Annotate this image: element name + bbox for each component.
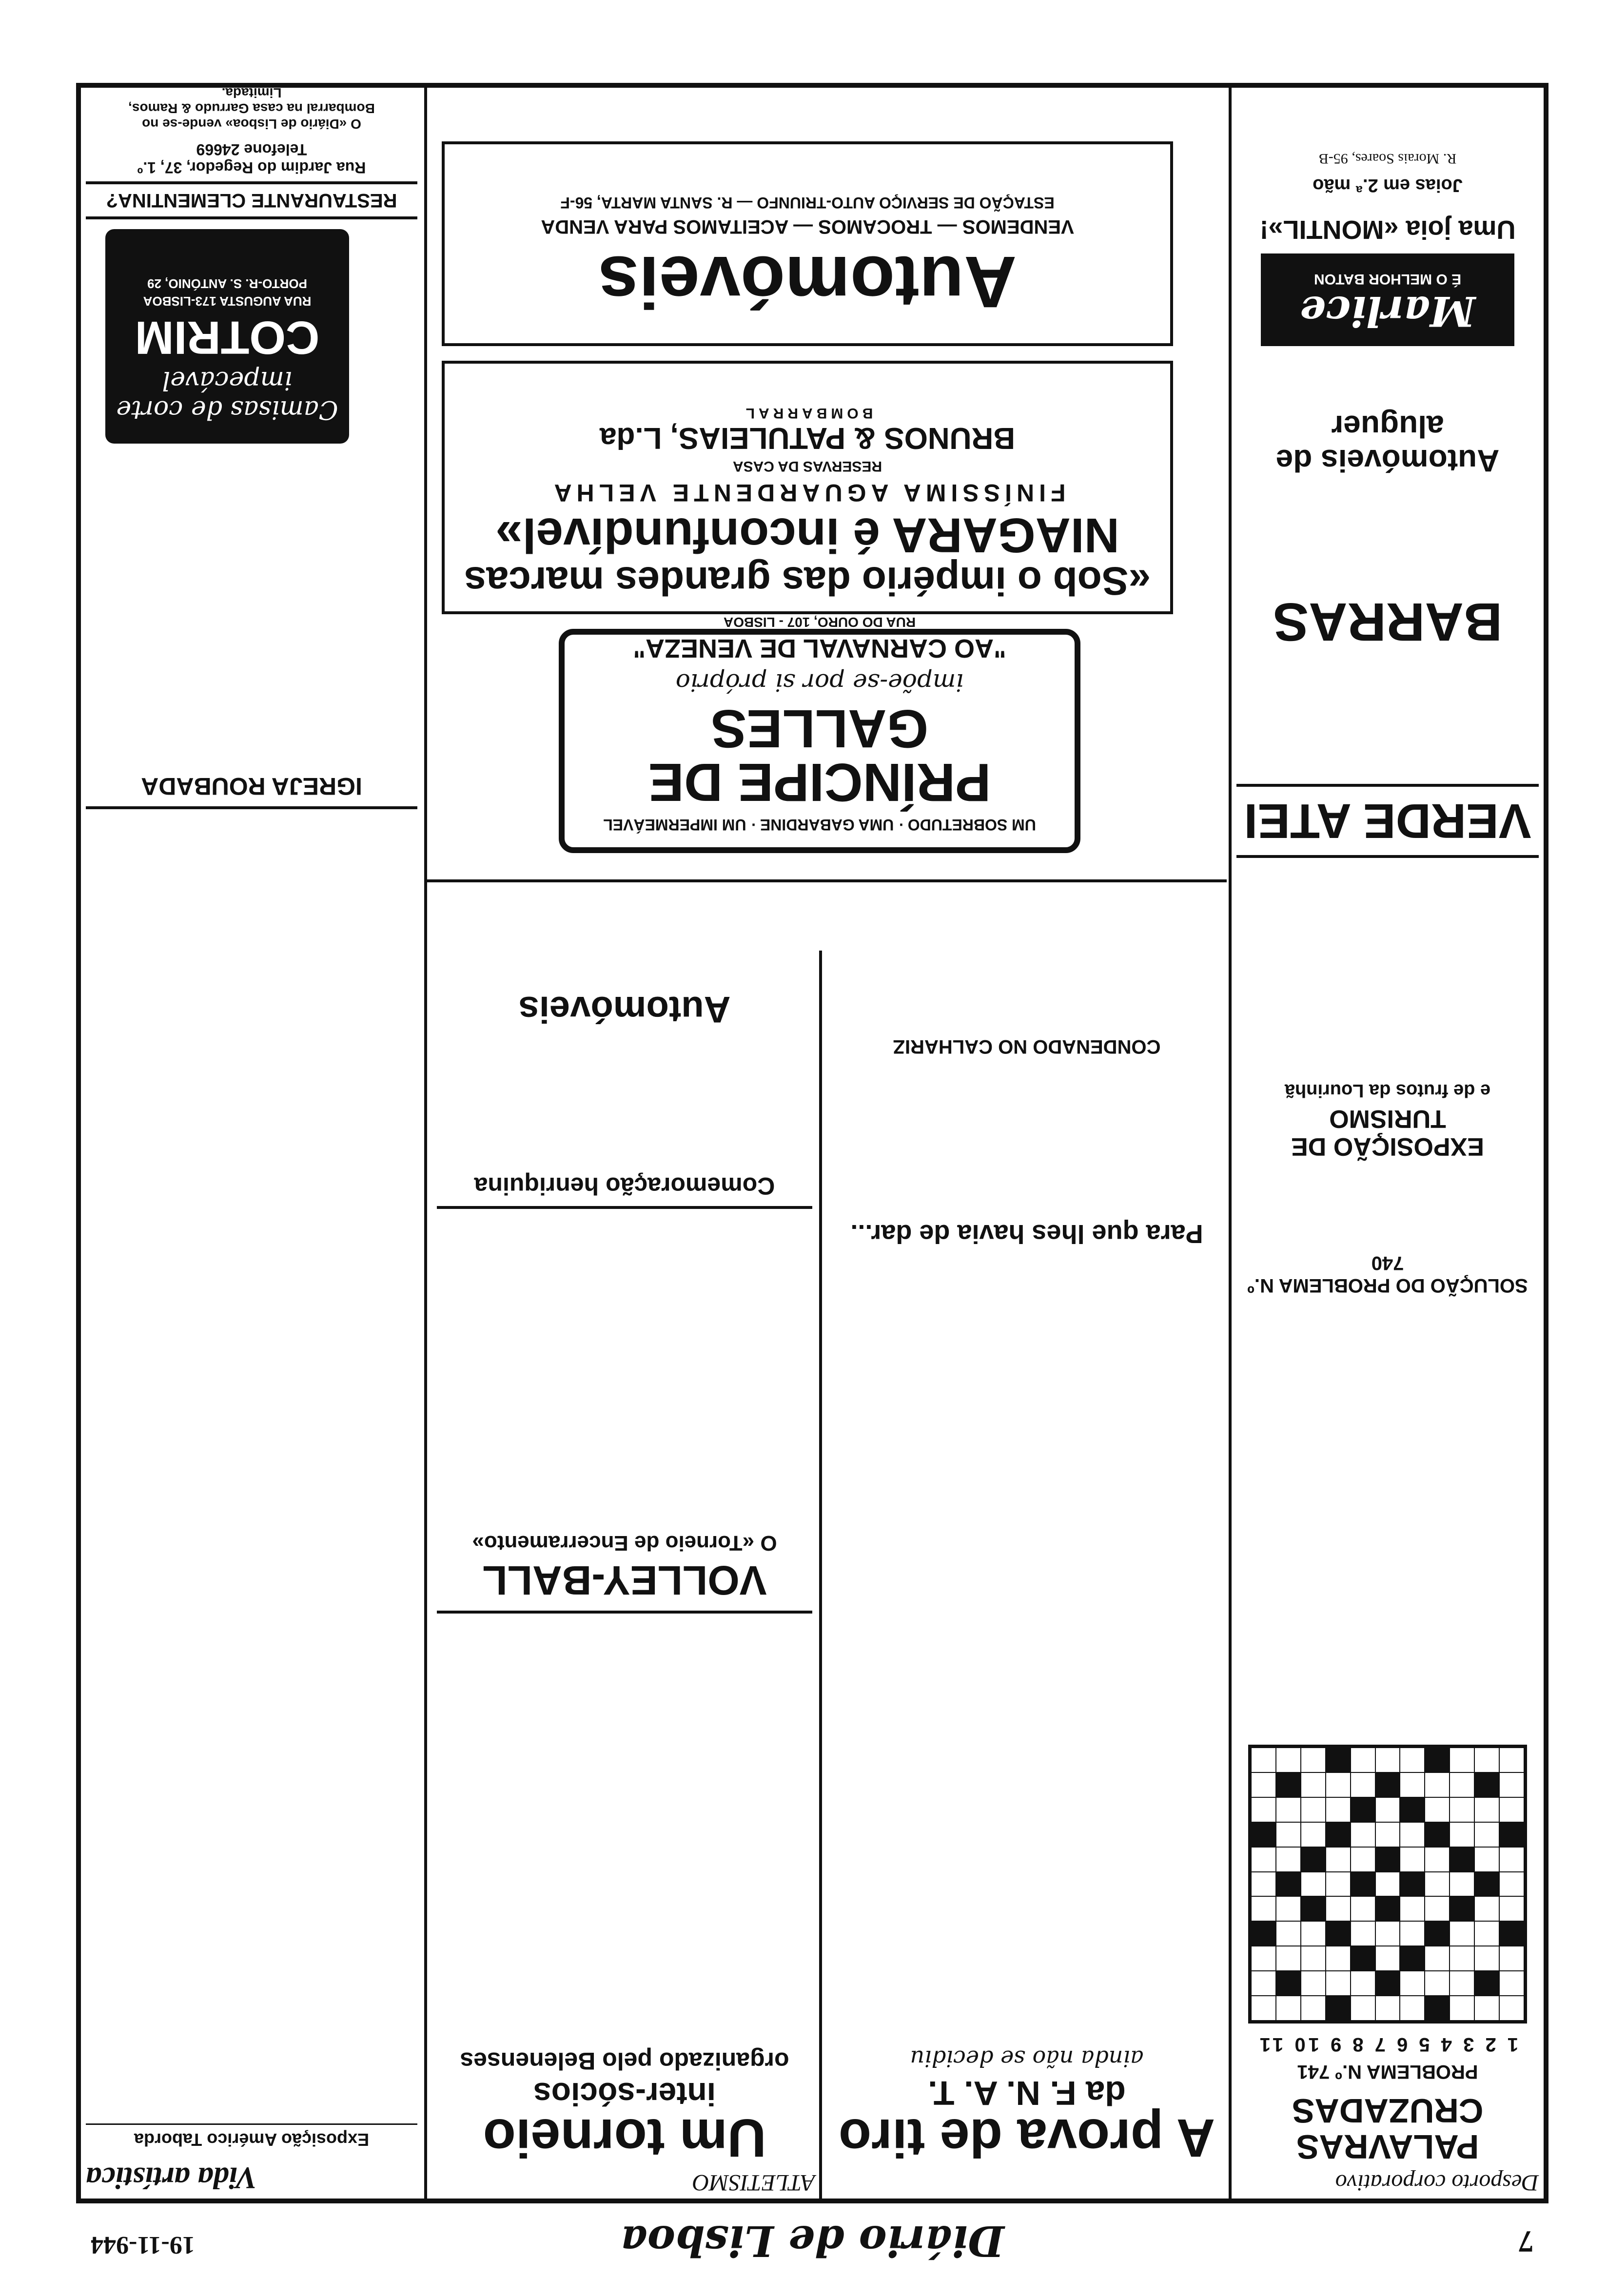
autos-title: Automóveis — [598, 241, 1017, 323]
masthead — [76, 2211, 1548, 2269]
shooting-kicker: ainda não se decidiu — [910, 2045, 1144, 2072]
column-rule — [1229, 88, 1232, 2199]
solution-title: SOLUÇÃO DO PROBLEMA N.º 740 — [1247, 1252, 1528, 1296]
lowpos-article — [837, 1035, 1217, 1058]
tournament-article — [437, 2047, 812, 2168]
gave-title: Para que lhes havia de dar... — [850, 1219, 1203, 1248]
verde-title: VERDE ATEI — [1236, 784, 1539, 858]
niagara-ad — [442, 361, 1173, 614]
clementina-ad — [86, 136, 417, 219]
sold-notice — [86, 84, 417, 132]
section-mid-head: ATLETISMO — [692, 2170, 815, 2196]
gave-article — [837, 1219, 1217, 1248]
montil-title: Uma joia «MONTIL»! — [1259, 215, 1516, 244]
autos-line2: ESTAÇÃO DE SERVIÇO AUTO-TRIUNFO — R. SANTA MARTA, 56-F — [560, 194, 1055, 212]
sold-line1: O «Diário de Lisboa» vende-se no — [142, 117, 361, 132]
church-title: IGREJA ROUBADA — [86, 773, 417, 809]
cars-small-title: Automóveis — [518, 989, 731, 1030]
section-right-head: Desporto corporativo — [1335, 2170, 1539, 2196]
solution-block — [1236, 1252, 1539, 1297]
galles-address: RUA DO OURO, 107 - LISBOA — [723, 614, 916, 630]
homage-article — [437, 1172, 812, 1209]
galles-name: PRÍNCIPE DE GALLES — [648, 699, 991, 813]
cars-small-article — [437, 990, 812, 1029]
galles-slogan: impõe-se por si próprio — [675, 668, 964, 697]
niagara-line4: RESERVAS DA CASA — [732, 458, 882, 474]
baton-brand: Marlice — [1299, 287, 1476, 335]
barras-title: BARRAS — [1273, 592, 1503, 652]
clementina-title: RESTAURANTE CLEMENTINA? — [86, 181, 417, 219]
baton-tag: É O MELHOR BATON — [1313, 271, 1462, 287]
fair-subtitle: e de frutos da Lourinhã — [1284, 1080, 1491, 1101]
galles-store: "AO CARNAVAL DE VENEZA" — [633, 634, 1006, 663]
niagara-line2: NIAGARA é inconfundível» — [495, 507, 1119, 563]
cotrim-name: COTRIM — [135, 311, 320, 364]
niagara-line1: «Sob o império das grandes marcas — [464, 559, 1151, 603]
aluguer-title: Automóveis de aluguer — [1275, 409, 1500, 478]
newspaper-title: Diário de Lisboa — [620, 2216, 1004, 2265]
volley-article — [437, 1530, 812, 1614]
shooting-article — [837, 2045, 1217, 2168]
sold-line2: Bombarral na casa Garrudo & Ramos, — [128, 100, 375, 116]
autos-line1: VENDEMOS — TROCAMOS — ACEITAMOS PARA VENDA — [541, 216, 1074, 237]
niagara-line3: FINÍSSIMA AGUARDENTE VELHA — [549, 479, 1066, 506]
clementina-line2: Telefone 24669 — [196, 141, 307, 159]
section-left-head: Vida artística — [86, 2161, 257, 2196]
column-rule — [819, 951, 822, 2199]
volley-title: VOLLEY-BALL — [437, 1559, 812, 1614]
exhibition-article — [86, 2123, 417, 2150]
cotrim-address: RUA AUGUSTA 173-LISBOA — [143, 294, 312, 309]
montil-line2: R. Morais Soares, 95-B — [1318, 150, 1457, 167]
lowpos-title: CONDENADO NO CALHARIZ — [893, 1036, 1161, 1057]
tournament-kicker: organizado pelo Belenenses — [460, 2047, 789, 2075]
crossword-heading: PALAVRAS CRUZADAS — [1292, 2092, 1484, 2166]
homage-title: Comemoração henriquina — [437, 1172, 812, 1209]
tournament-subtitle: inter-sócios — [533, 2076, 716, 2112]
sold-line3: Limitada. — [221, 85, 282, 100]
montil-ad — [1236, 93, 1539, 244]
montil-line1: Joias em 2.ª mão — [1313, 175, 1463, 195]
tournament-title: Um torneio — [483, 2108, 766, 2168]
cotrim-top: Camisas de corte impecável — [116, 366, 338, 424]
galles-ad — [559, 614, 1080, 853]
crossword-grid — [1248, 1745, 1527, 2024]
section-rule — [427, 879, 1227, 882]
fair-block — [1236, 1079, 1539, 1160]
niagara-line6: BOMBARRAL — [742, 405, 873, 422]
church-article — [86, 773, 417, 809]
cotrim-ad — [105, 229, 349, 444]
issue-date: 19-11-944 — [91, 2231, 195, 2259]
shooting-subtitle: da F. N. A. T. — [928, 2074, 1126, 2112]
verde-ad — [1236, 643, 1539, 858]
column-rule — [424, 88, 427, 2199]
page-number: 7 — [1518, 2224, 1534, 2259]
crossword-problem: PROBLEMA N.º 741 — [1297, 2061, 1478, 2082]
crossword-block — [1236, 1550, 1539, 2164]
niagara-line5: BRUNOS & PATULEIAS, L.da — [600, 421, 1015, 455]
fair-title: EXPOSIÇÃO DE TURISMO — [1291, 1104, 1484, 1161]
barras-ad — [1236, 492, 1539, 658]
crossword-numbers: 1 2 3 4 5 6 7 8 9 10 11 — [1256, 2034, 1519, 2055]
galles-top: UM SOBRETUDO · UMA GABARDINE · UM IMPERMEÁVEL — [603, 816, 1036, 834]
baton-ad — [1261, 253, 1514, 346]
shooting-title: A prova de tiro — [838, 2108, 1215, 2168]
volley-subtitle: O «Torneio de Encerramento» — [472, 1531, 777, 1555]
cotrim-porto: PORTO-R. S. ANTÓNIO, 29 — [147, 276, 307, 292]
autos-ad — [442, 141, 1173, 346]
exhibition-title: Exposição Américo Taborda — [86, 2123, 417, 2150]
aluguer-ad — [1236, 351, 1539, 478]
clementina-line1: Rua Jardim do Regedor, 37, 1.º — [137, 159, 366, 176]
